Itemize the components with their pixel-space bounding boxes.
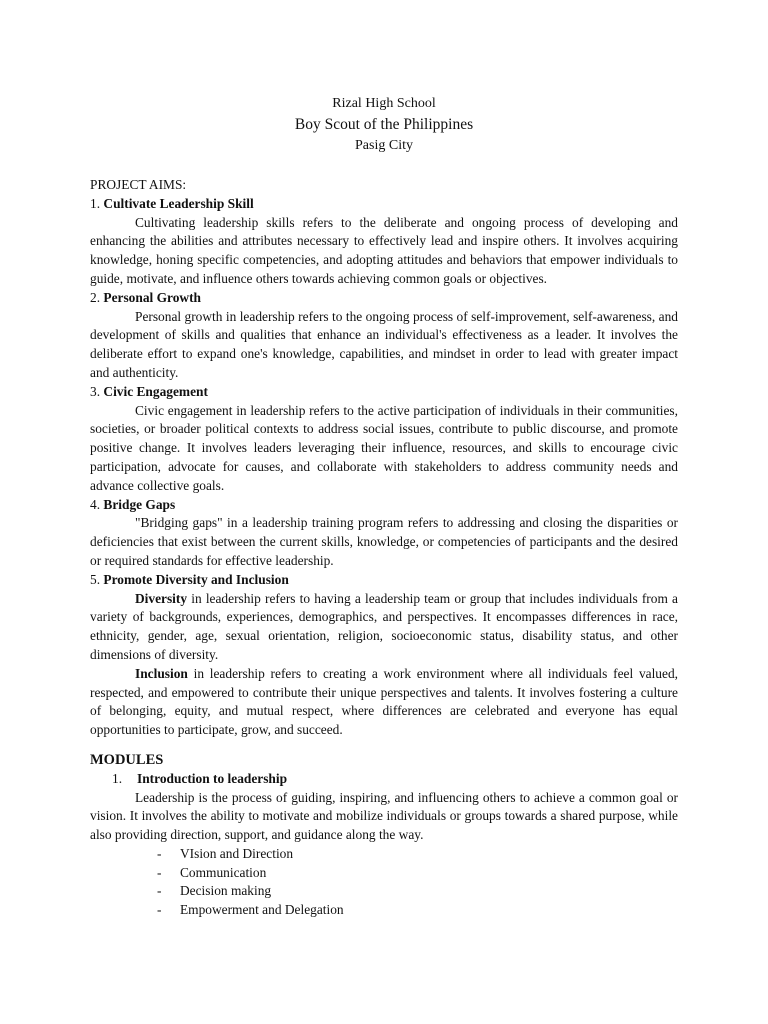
inclusion-term: Inclusion [135, 665, 188, 681]
list-item [157, 845, 678, 864]
dash-bullet: - [157, 902, 162, 918]
aim-title: Bridge Gaps [103, 496, 176, 512]
list-item [157, 901, 678, 920]
list-item [157, 864, 678, 883]
diversity-term: Diversity [135, 590, 188, 606]
module-points-list [90, 845, 678, 920]
inclusion-paragraph [90, 665, 678, 740]
aim-title: Cultivate Leadership Skill [103, 195, 254, 211]
aim-description: Cultivating leadership skills refers to the deliberate and ongoing process of developing and enhancing the abilities and attributes necessary to effectively lead and inspire others. It involves acquiring knowledge, honing specific competencies, and adopting attitudes and behaviors that empower individuals to guide, motivate, and influence others towards achieving common goals or objectives. [90, 214, 678, 286]
organization-name: Boy Scout of the Philippines [294, 116, 474, 133]
list-item-text: Empowerment and Delegation [180, 902, 344, 918]
aim-title: Civic Engagement [103, 383, 208, 399]
module-description: Leadership is the process of guiding, inspiring, and influencing others to achieve a common goal or vision. It involves the ability to motivate and mobilize individuals or groups towards a shared purpose, while also providing direction, support, and guidance along the way. [90, 789, 678, 843]
list-item-text: VIsion and Direction [180, 845, 294, 861]
aim-number: 2. [90, 289, 101, 305]
diversity-text: in leadership refers to having a leadership team or group that includes individuals from a variety of backgrounds, experiences, demographics, and perspectives. It encompasses differences in race, ethnicity, gender, age, sexual orientation, religion, socioeconomic status, disability status, and other dimensions of diversity. [90, 590, 678, 662]
dash-bullet: - [157, 864, 162, 880]
school-name: Rizal High School [332, 96, 436, 111]
module-title: Introduction to leadership [137, 770, 288, 786]
inclusion-text: in leadership refers to creating a work environment where all individuals feel valued, respected, and empowered to contribute their unique perspectives and talents. It involves fostering a culture of belonging, equity, and mutual respect, where differences are celebrated and everyone has equal opportunities to participate, grow, and succeed. [90, 665, 678, 738]
document-header [0, 93, 768, 156]
list-item [157, 882, 678, 901]
list-item-text: Communication [180, 864, 267, 880]
aim-heading [90, 195, 678, 214]
aim-number: 5. [90, 571, 101, 587]
aim-description: Personal growth in leadership refers to the ongoing process of self-improvement, self-awareness, and development of skills and qualities that enhance an individual's effectiveness as a leader. It involves the deliberate effort to expand one's knowledge, capabilities, and mindset in order to lead with greater impact and authenticity. [90, 308, 678, 380]
document-body [90, 176, 678, 920]
aim-description: Civic engagement in leadership refers to the active participation of individuals in their communities, societies, or broader political contexts to address social issues, contribute to public discourse, and promote positive change. It involves leaders leveraging their influence, resources, and skills to encourage civic participation, advocate for causes, and collaborate with stakeholders to address community needs and advance collective goals. [90, 402, 678, 493]
aim-title: Personal Growth [103, 289, 201, 305]
aim-title: Promote Diversity and Inclusion [103, 571, 289, 587]
diversity-paragraph [90, 590, 678, 665]
dash-bullet: - [157, 883, 162, 899]
aim-number: 4. [90, 496, 101, 512]
aim-heading [90, 289, 678, 308]
modules-heading: MODULES [90, 751, 164, 768]
module-heading [90, 770, 678, 789]
list-item-text: Decision making [180, 883, 272, 899]
aim-heading [90, 496, 678, 515]
city-name: Pasig City [355, 138, 413, 153]
aim-heading [90, 571, 678, 590]
aim-number: 3. [90, 383, 101, 399]
dash-bullet: - [157, 845, 162, 861]
project-aims-heading: PROJECT AIMS: [90, 177, 187, 192]
aim-heading [90, 383, 678, 402]
aim-number: 1. [90, 195, 101, 211]
aim-description: "Bridging gaps" in a leadership training program refers to addressing and closing the disparities or deficiencies that exist between the current skills, knowledge, or competencies of participants and the desired or required standards for effective leadership. [90, 515, 678, 568]
module-number: 1. [112, 770, 123, 786]
